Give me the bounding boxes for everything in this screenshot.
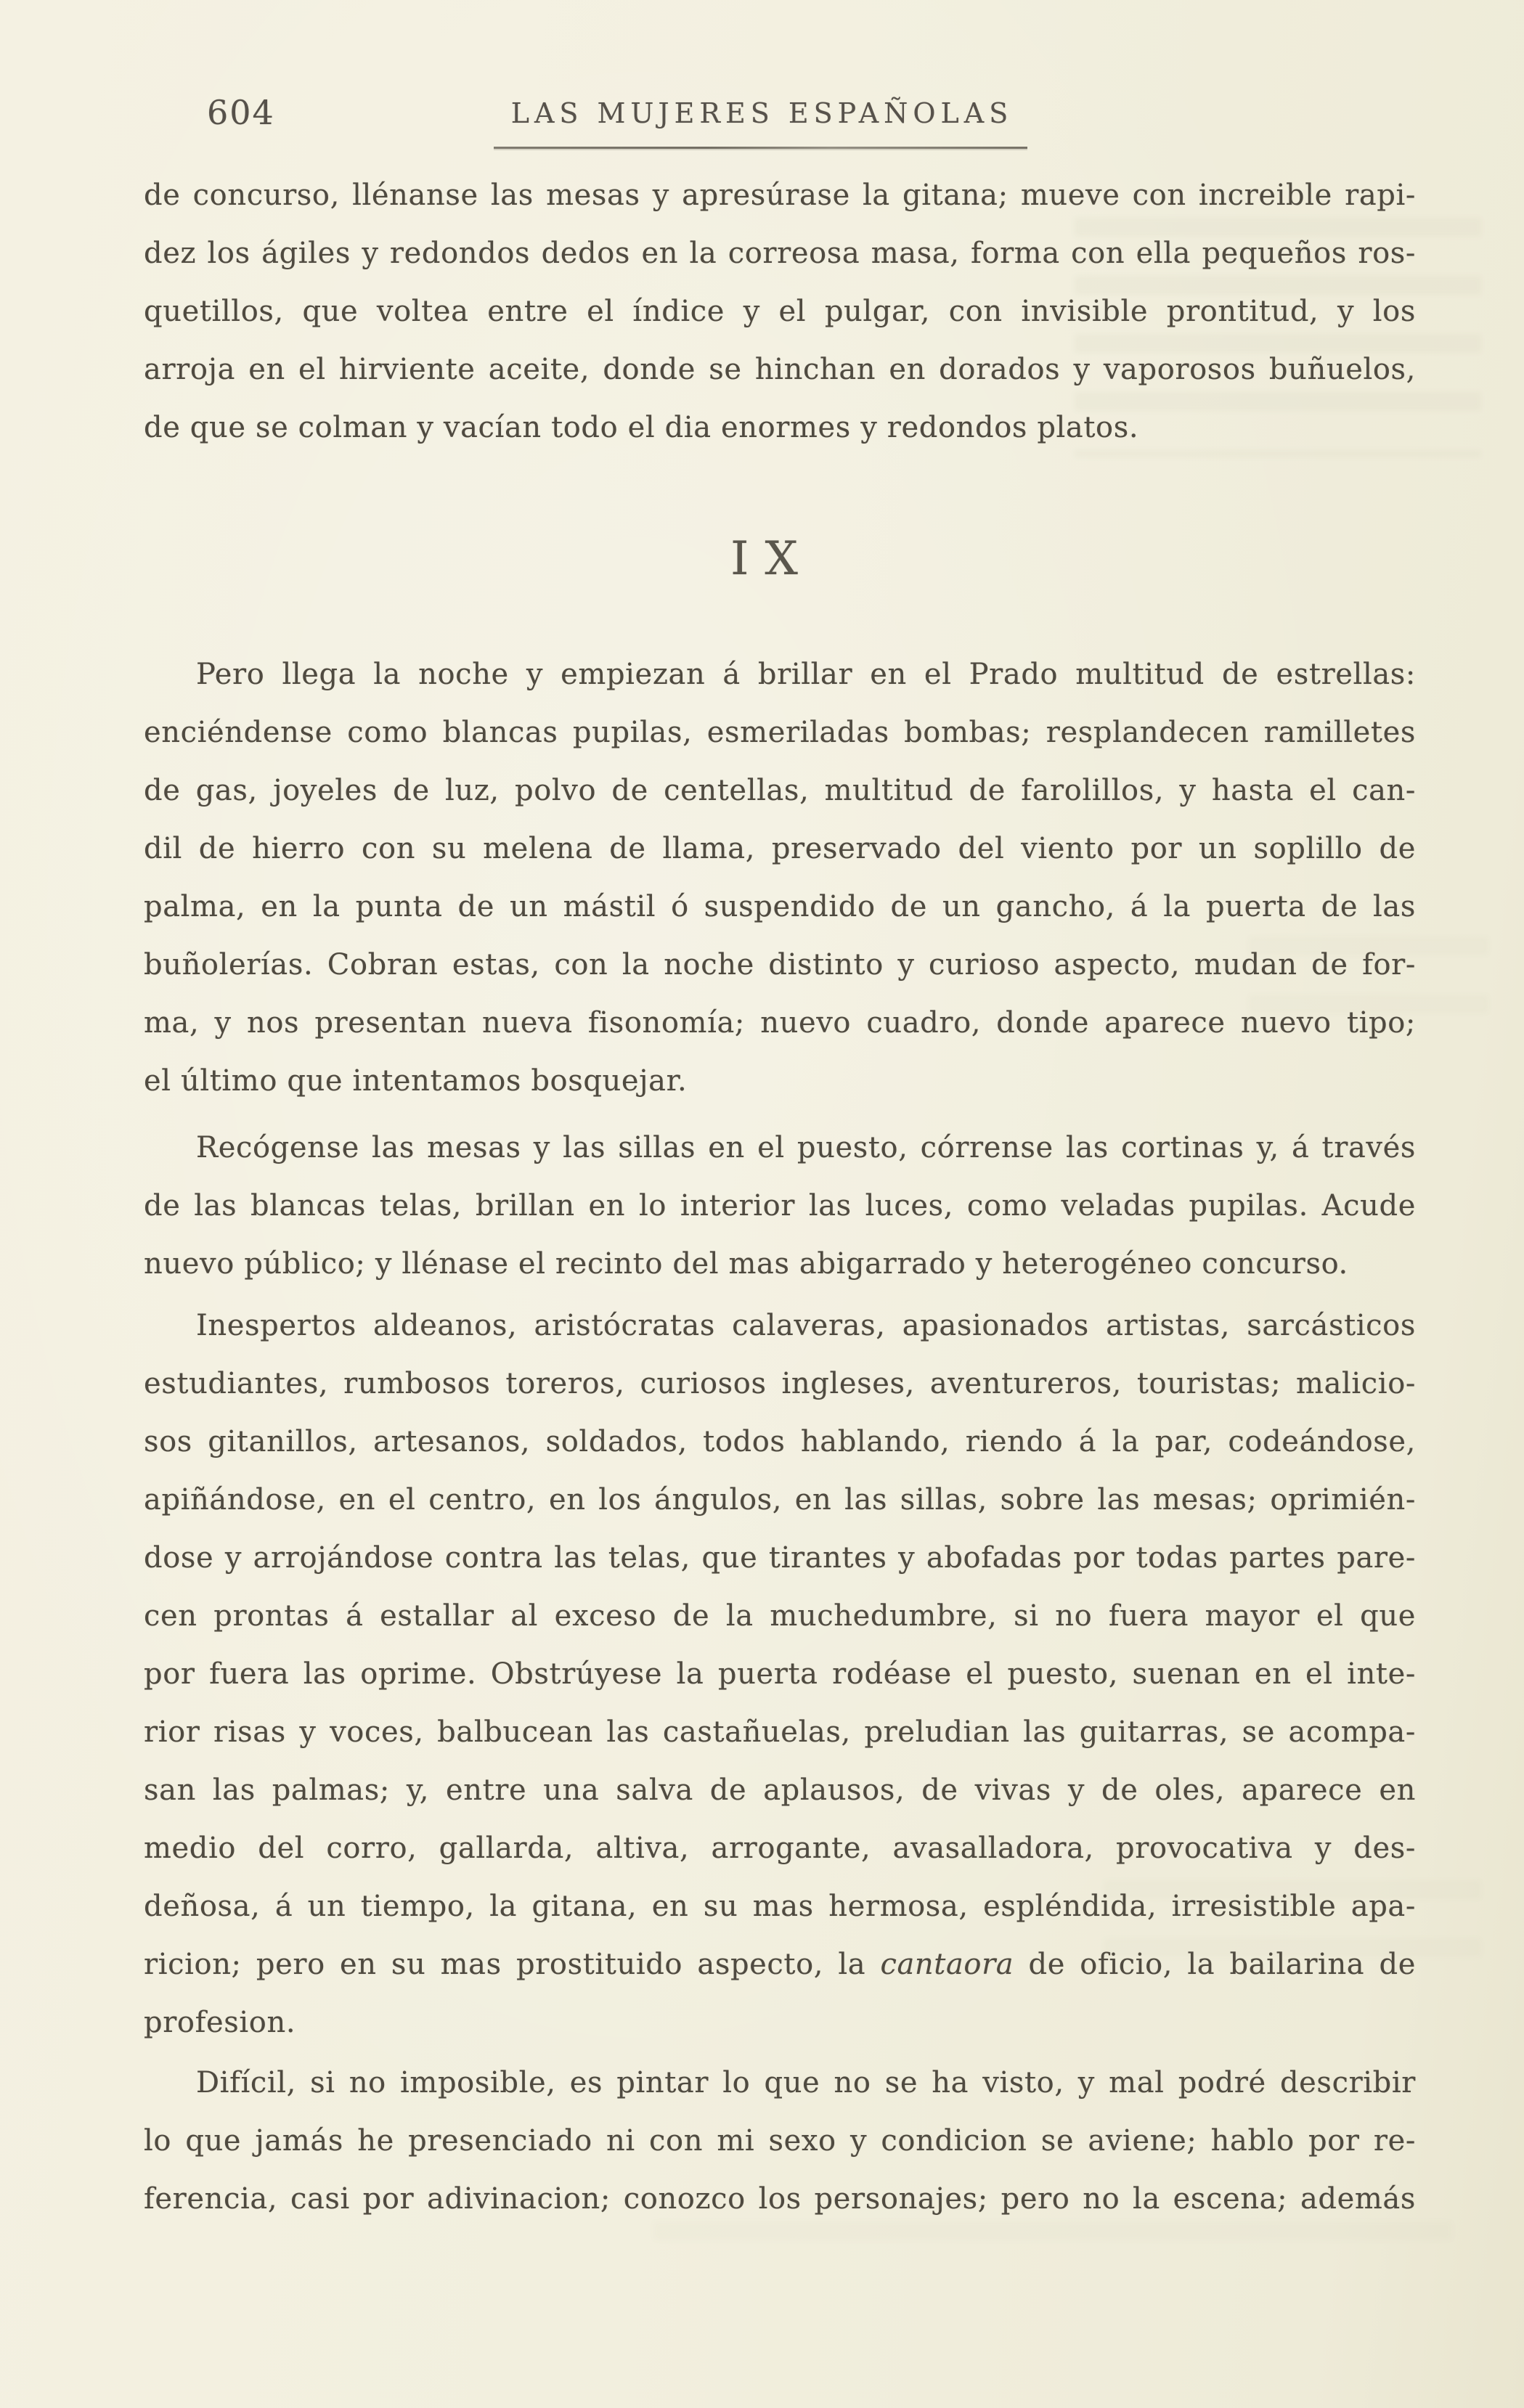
text-line: dez los ágiles y redondos dedos en la correosa masa, forma con ella pequeños ros- [144,237,1416,270]
show-through-ghost [653,2221,1452,2272]
text-line: de concurso, llénanse las mesas y apresúrase la gitana; mueve con increible rapi- [144,179,1416,212]
text-line: de que se colman y vacían todo el dia enormes y redondos platos. [144,411,1139,444]
text-line: rior risas y voces, balbucean las castañuelas, preludian las guitarras, se acompa- [144,1715,1416,1749]
text-line: deñosa, á un tiempo, la gitana, en su mas hermosa, espléndida, irresistible apa- [144,1890,1416,1923]
text-line: de las blancas telas, brillan en lo interior las luces, como veladas pupilas. Acude [144,1189,1416,1223]
text-line: por fuera las oprime. Obstrúyese la puerta rodéase el puesto, suenan en el inte- [144,1657,1416,1691]
text-line: palma, en la punta de un mástil ó suspendido de un gancho, á la puerta de las [144,890,1416,923]
text-line: cen prontas á estallar al exceso de la muchedumbre, si no fuera mayor el que [144,1599,1416,1633]
text-line: Inespertos aldeanos, aristócratas calaveras, apasionados artistas, sarcásticos [196,1309,1416,1342]
paragraph [144,645,1416,1110]
text-line: Pero llega la noche y empiezan á brillar en el Prado multitud de estrellas: [196,658,1416,691]
page-number: 604 [207,93,275,132]
text-line: dose y arrojándose contra las telas, que tirantes y abofadas por todas partes pare- [144,1541,1416,1575]
text-line: ricion; pero en su mas prostituido aspecto, la cantaora de oficio, la bailarina de [144,1948,1416,1981]
paragraph [144,1297,1416,2052]
text-line: ferencia, casi por adivinacion; conozco los personajes; pero no la escena; además [144,2182,1416,2216]
header-rule [494,147,1027,149]
text-line: apiñándose, en el centro, en los ángulos, en las sillas, sobre las mesas; oprimién- [144,1483,1416,1517]
text-line: enciéndense como blancas pupilas, esmeriladas bombas; resplandecen ramilletes [144,716,1416,749]
text-line: medio del corro, gallarda, altiva, arrogante, avasalladora, provocativa y des- [144,1832,1416,1865]
text-line: profesion. [144,2006,296,2039]
running-title: LAS MUJERES ESPAÑOLAS [510,97,1014,129]
text-line: ma, y nos presentan nueva fisonomía; nuevo cuadro, donde aparece nuevo tipo; [144,1006,1416,1040]
text-line: quetillos, que voltea entre el índice y el pulgar, con invisible prontitud, y los [144,295,1416,328]
text-line: nuevo público; y llénase el recinto del mas abigarrado y heterogéneo concurso. [144,1247,1348,1281]
text-line: estudiantes, rumbosos toreros, curiosos ingleses, aventureros, touristas; malicio- [144,1367,1416,1400]
text-line: lo que jamás he presenciado ni con mi sexo y condicion se aviene; hablo por re- [144,2124,1416,2158]
section-heading: IX [730,532,814,586]
text-line: de gas, joyeles de luz, polvo de centellas, multitud de farolillos, y hasta el can- [144,774,1416,807]
text-line: Difícil, si no imposible, es pintar lo que no se ha visto, y mal podré describir [196,2066,1416,2099]
paragraph [144,1119,1416,1293]
text-line: el último que intentamos bosquejar. [144,1064,688,1098]
paragraph [144,166,1416,457]
text-line: dil de hierro con su melena de llama, preservado del viento por un soplillo de [144,832,1416,865]
text-line: arroja en el hirviente aceite, donde se hinchan en dorados y vaporosos buñuelos, [144,353,1416,386]
text-line: san las palmas; y, entre una salva de aplausos, de vivas y de oles, aparece en [144,1774,1416,1807]
paragraph [144,2054,1416,2228]
text-line: Recógense las mesas y las sillas en el puesto, córrense las cortinas y, á través [196,1131,1416,1164]
text-line: sos gitanillos, artesanos, soldados, todos hablando, riendo á la par, codeándose, [144,1425,1416,1458]
text-line: buñolerías. Cobran estas, con la noche distinto y curioso aspecto, mudan de for- [144,948,1416,981]
